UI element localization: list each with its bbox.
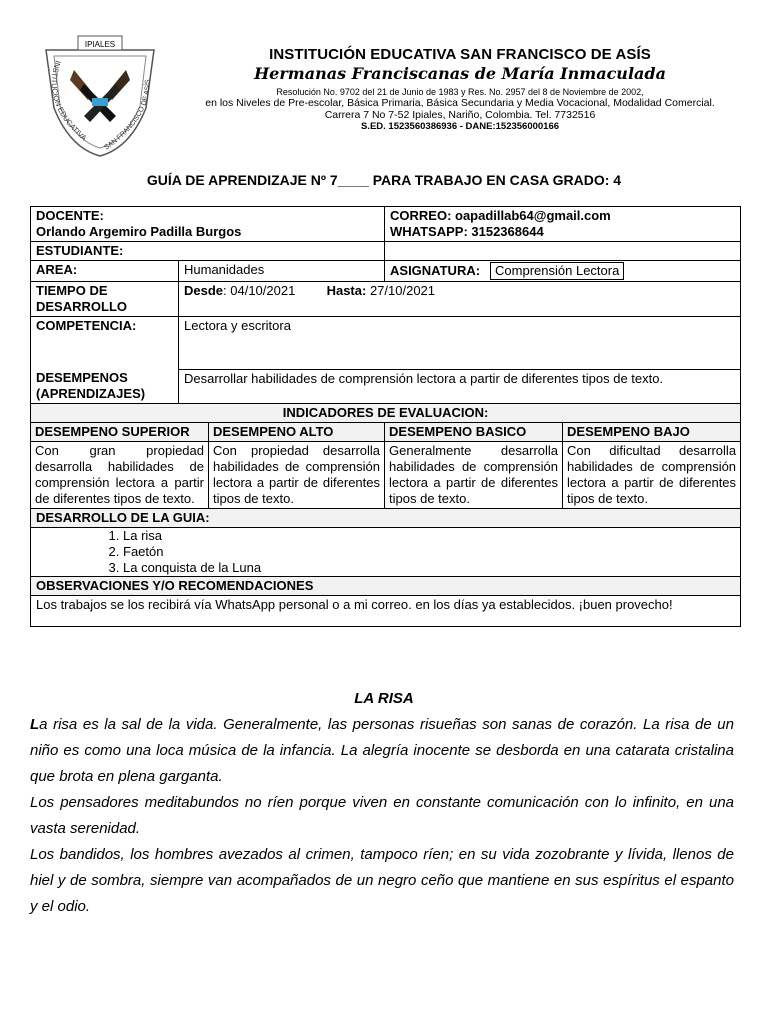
reading-paragraph-1: La risa es la sal de la vida. Generalmente, las personas risueñas son sanas de corazón. La risa de un niño es como una loca música de la infancia. La alegría inocente se desborda en una catarata cristalina que brota en plena garganta. bbox=[30, 716, 734, 785]
indicator-text-alto: Con propiedad desarrolla habilidades de comprensión lectora a partir de diferentes tipos de texto. bbox=[209, 442, 385, 509]
correo-text: CORREO: oapadillab64@gmail.com bbox=[390, 208, 611, 223]
svg-text:INSTITUCION EDUCATIVA: INSTITUCION EDUCATIVA bbox=[49, 59, 89, 143]
first-letter: L bbox=[30, 716, 40, 733]
docente-name: Orlando Argemiro Padilla Burgos bbox=[36, 224, 242, 239]
indicator-text-superior: Con gran propiedad desarrolla habilidades de comprensión lectora a partir de diferentes tipos de texto. bbox=[31, 442, 209, 509]
reading-body bbox=[30, 712, 734, 920]
svg-text:SAN FRANCISCO DE ASÍS: SAN FRANCISCO DE ASÍS bbox=[103, 79, 152, 152]
estudiante-empty bbox=[385, 242, 741, 261]
asignatura-label: ASIGNATURA: bbox=[390, 263, 481, 278]
asignatura-value: Comprensión Lectora bbox=[490, 262, 624, 280]
hasta-value: 27/10/2021 bbox=[366, 283, 436, 298]
school-logo bbox=[34, 30, 166, 158]
letterhead bbox=[180, 46, 740, 133]
tiempo-label: TIEMPO DE DESARROLLO bbox=[31, 282, 179, 317]
guide-form-table bbox=[30, 206, 741, 627]
resolution-text: Resolución No. 9702 del 21 de Junio de 1983 y Res. No. 2957 del 8 de Noviembre de 2002, bbox=[276, 87, 644, 97]
docente-label: DOCENTE: bbox=[36, 208, 104, 223]
desde-label: Desde bbox=[184, 283, 224, 298]
list-item: 3. La conquista de la Luna bbox=[123, 560, 740, 576]
guide-title: GUÍA DE APRENDIZAJE Nº 7____ PARA TRABAJO EN CASA GRADO: 4 bbox=[146, 172, 622, 188]
address-text: Carrera 7 No 7-52 Ipiales, Nariño, Colombia. Tel. 7732516 bbox=[324, 109, 596, 121]
indicator-header-basico: DESEMPENO BASICO bbox=[385, 423, 563, 442]
area-label: AREA: bbox=[31, 261, 179, 282]
desarrollo-list bbox=[31, 528, 740, 576]
list-item: 1. La risa bbox=[123, 528, 740, 544]
levels-text: en los Niveles de Pre-escolar, Básica Primaria, Básica Secundaria y Media Vocacional, Modalidad Comercial. bbox=[205, 97, 715, 109]
reading-title: LA RISA bbox=[354, 690, 414, 707]
list-item: 2. Faetón bbox=[123, 544, 740, 560]
observaciones-label: OBSERVACIONES Y/O RECOMENDACIONES bbox=[31, 577, 741, 596]
observaciones-value: Los trabajos se los recibirá vía WhatsApp personal o a mi correo. en los días ya establecidos. ¡buen provecho! bbox=[31, 596, 741, 627]
competencia-label: COMPETENCIA: bbox=[31, 317, 179, 370]
svg-text:IPIALES: IPIALES bbox=[84, 40, 116, 49]
indicator-header-alto: DESEMPENO ALTO bbox=[209, 423, 385, 442]
desempenos-label: DESEMPENOS (APRENDIZAJES) bbox=[31, 369, 179, 404]
reading-paragraph-2: Los pensadores meditabundos no ríen porque viven en constante comunicación con lo infinito, en una vasta serenidad. bbox=[30, 794, 734, 837]
desempenos-value: Desarrollar habilidades de comprensión lectora a partir de diferentes tipos de texto. bbox=[179, 369, 741, 404]
institution-name: INSTITUCIÓN EDUCATIVA SAN FRANCISCO DE ASÍS bbox=[269, 46, 651, 63]
desde-value: : 04/10/2021 bbox=[223, 283, 296, 298]
desarrollo-label: DESARROLLO DE LA GUIA: bbox=[31, 509, 741, 528]
indicator-text-basico: Generalmente desarrolla habilidades de comprensión lectora a partir de diferentes tipos de texto. bbox=[385, 442, 563, 509]
hasta-label: Hasta: bbox=[326, 283, 367, 298]
reading-paragraph-3: Los bandidos, los hombres avezados al crimen, tampoco ríen; en su vida zozobrante y lívida, llenos de hiel y de sombra, siempre van acompañados de un negro ceño que mantiene en sus espíritus el espanto y el odio. bbox=[30, 846, 734, 915]
indicator-header-bajo: DESEMPENO BAJO bbox=[563, 423, 741, 442]
competencia-value: Lectora y escritora bbox=[179, 317, 741, 370]
congregation-name: Hermanas Franciscanas de María Inmaculada bbox=[254, 64, 666, 83]
indicadores-title: INDICADORES DE EVALUACION: bbox=[31, 404, 741, 423]
area-value: Humanidades bbox=[179, 261, 385, 282]
indicator-text-bajo: Con dificultad desarrolla habilidades de comprensión lectora a partir de diferentes tipos de texto. bbox=[563, 442, 741, 509]
estudiante-label: ESTUDIANTE: bbox=[31, 242, 385, 261]
whatsapp-text: WHATSAPP: 3152368644 bbox=[390, 224, 544, 239]
sed-dane-text: S.ED. 1523560386936 - DANE:152356000166 bbox=[360, 121, 560, 132]
indicator-header-superior: DESEMPENO SUPERIOR bbox=[31, 423, 209, 442]
